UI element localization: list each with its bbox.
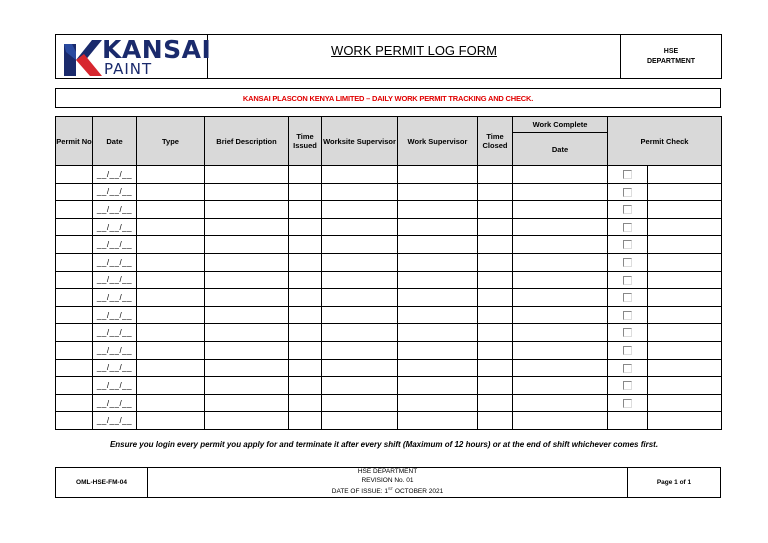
table-cell[interactable] xyxy=(289,341,322,359)
col-permit-no: Permit No xyxy=(56,117,93,166)
permit-checkbox[interactable] xyxy=(623,258,632,267)
table-cell[interactable] xyxy=(137,412,205,430)
table-cell[interactable] xyxy=(513,412,608,430)
table-cell[interactable] xyxy=(137,253,205,271)
table-row xyxy=(56,394,722,412)
table-cell[interactable] xyxy=(289,271,322,289)
permit-checkbox[interactable] xyxy=(623,188,632,197)
table-cell[interactable] xyxy=(137,377,205,395)
permit-check-notes-cell[interactable] xyxy=(648,201,722,219)
permit-check-cell[interactable] xyxy=(608,183,648,201)
table-cell[interactable] xyxy=(137,306,205,324)
date-cell[interactable] xyxy=(93,324,137,342)
table-cell[interactable] xyxy=(513,377,608,395)
table-row xyxy=(56,412,722,430)
table-cell[interactable] xyxy=(289,183,322,201)
table-cell[interactable] xyxy=(513,253,608,271)
page-number: Page 1 of 1 xyxy=(656,479,692,486)
table-cell[interactable] xyxy=(137,341,205,359)
table-cell[interactable] xyxy=(513,218,608,236)
table-cell[interactable] xyxy=(478,201,513,219)
table-cell[interactable] xyxy=(289,236,322,254)
permit-checkbox[interactable] xyxy=(623,170,632,179)
table-cell[interactable] xyxy=(322,201,398,219)
date-placeholder: __/__/__ xyxy=(96,240,133,250)
table-cell[interactable] xyxy=(398,306,478,324)
permit-check-cell[interactable] xyxy=(608,271,648,289)
table-cell[interactable] xyxy=(56,218,93,236)
col-date: Date xyxy=(93,117,137,166)
issue-date: DATE OF ISSUE: 1ST OCTOBER 2021 xyxy=(331,486,444,496)
company-logo xyxy=(56,35,212,78)
table-cell[interactable] xyxy=(137,201,205,219)
dept-line2: DEPARTMENT xyxy=(646,57,696,65)
table-cell[interactable] xyxy=(398,341,478,359)
table-cell[interactable] xyxy=(478,324,513,342)
date-cell[interactable] xyxy=(93,201,137,219)
col-time-issued: Time Issued xyxy=(289,117,322,166)
table-cell[interactable] xyxy=(56,324,93,342)
table-cell[interactable] xyxy=(513,289,608,307)
table-cell[interactable] xyxy=(289,218,322,236)
table-cell[interactable] xyxy=(513,166,608,184)
table-row xyxy=(56,324,722,342)
table-cell[interactable] xyxy=(513,341,608,359)
revision-dept: HSE DEPARTMENT xyxy=(357,468,418,476)
table-cell[interactable] xyxy=(398,253,478,271)
permit-checkbox[interactable] xyxy=(623,205,632,214)
table-cell[interactable] xyxy=(205,324,289,342)
form-title: WORK PERMIT LOG FORM xyxy=(331,43,497,58)
date-cell[interactable] xyxy=(93,253,137,271)
table-cell[interactable] xyxy=(513,306,608,324)
table-cell[interactable] xyxy=(137,183,205,201)
table-cell[interactable] xyxy=(137,218,205,236)
permit-check-notes-cell[interactable] xyxy=(648,271,722,289)
table-cell[interactable] xyxy=(289,412,322,430)
permit-check-cell[interactable] xyxy=(608,236,648,254)
table-cell[interactable] xyxy=(56,253,93,271)
date-cell[interactable] xyxy=(93,377,137,395)
table-cell[interactable] xyxy=(56,289,93,307)
table-cell[interactable] xyxy=(322,166,398,184)
table-cell[interactable] xyxy=(398,377,478,395)
permit-checkbox[interactable] xyxy=(623,399,632,408)
date-placeholder: __/__/__ xyxy=(96,222,133,232)
permit-check-cell[interactable] xyxy=(608,412,648,430)
table-cell[interactable] xyxy=(322,218,398,236)
table-cell[interactable] xyxy=(398,394,478,412)
table-cell[interactable] xyxy=(56,394,93,412)
date-placeholder: __/__/__ xyxy=(96,292,133,302)
table-cell[interactable] xyxy=(478,166,513,184)
permit-checkbox[interactable] xyxy=(623,381,632,390)
table-cell[interactable] xyxy=(398,218,478,236)
table-cell[interactable] xyxy=(205,183,289,201)
permit-check-notes-cell[interactable] xyxy=(648,166,722,184)
table-row xyxy=(56,306,722,324)
date-placeholder: __/__/__ xyxy=(96,328,133,338)
permit-check-cell[interactable] xyxy=(608,359,648,377)
table-row xyxy=(56,218,722,236)
table-cell[interactable] xyxy=(322,306,398,324)
permit-check-notes-cell[interactable] xyxy=(648,394,722,412)
table-cell[interactable] xyxy=(289,377,322,395)
permit-check-cell[interactable] xyxy=(608,341,648,359)
table-cell[interactable] xyxy=(56,201,93,219)
table-cell[interactable] xyxy=(289,324,322,342)
document-control xyxy=(55,467,721,498)
table-cell[interactable] xyxy=(205,166,289,184)
kansai-logo-icon xyxy=(62,38,102,78)
table-cell[interactable] xyxy=(322,236,398,254)
table-cell[interactable] xyxy=(137,271,205,289)
permit-check-cell[interactable] xyxy=(608,201,648,219)
table-cell[interactable] xyxy=(289,253,322,271)
table-row xyxy=(56,201,722,219)
table-cell[interactable] xyxy=(56,377,93,395)
table-cell[interactable] xyxy=(478,271,513,289)
table-row xyxy=(56,166,722,184)
date-cell[interactable] xyxy=(93,236,137,254)
col-work-supervisor: Work Supervisor xyxy=(398,117,478,166)
permit-check-notes-cell[interactable] xyxy=(648,289,722,307)
table-cell[interactable] xyxy=(322,289,398,307)
date-cell[interactable] xyxy=(93,289,137,307)
table-row xyxy=(56,236,722,254)
date-placeholder: __/__/__ xyxy=(96,310,133,320)
table-cell[interactable] xyxy=(289,166,322,184)
col-brief-description: Brief Description xyxy=(205,117,289,166)
permit-checkbox[interactable] xyxy=(623,328,632,337)
table-cell[interactable] xyxy=(322,271,398,289)
permit-check-notes-cell[interactable] xyxy=(648,253,722,271)
permit-check-notes-cell[interactable] xyxy=(648,341,722,359)
permit-log-body xyxy=(56,166,722,430)
table-cell[interactable] xyxy=(56,306,93,324)
permit-check-cell[interactable] xyxy=(608,166,648,184)
table-cell[interactable] xyxy=(478,412,513,430)
date-cell[interactable] xyxy=(93,341,137,359)
table-cell[interactable] xyxy=(398,289,478,307)
table-cell[interactable] xyxy=(398,359,478,377)
table-cell[interactable] xyxy=(289,201,322,219)
table-cell[interactable] xyxy=(322,183,398,201)
date-placeholder: __/__/__ xyxy=(96,187,133,197)
table-cell[interactable] xyxy=(289,394,322,412)
table-cell[interactable] xyxy=(478,183,513,201)
table-cell[interactable] xyxy=(322,394,398,412)
table-cell[interactable] xyxy=(137,394,205,412)
table-cell[interactable] xyxy=(513,359,608,377)
revision-number: REVISION No. 01 xyxy=(361,476,414,484)
permit-checkbox[interactable] xyxy=(623,293,632,302)
instruction-note: Ensure you login every permit you apply for and terminate it after every shift (Maximum of 12 hours) or at the end of shift whichever comes first. xyxy=(109,440,659,449)
permit-checkbox[interactable] xyxy=(623,223,632,232)
table-cell[interactable] xyxy=(289,289,322,307)
date-cell[interactable] xyxy=(93,394,137,412)
table-cell[interactable] xyxy=(322,253,398,271)
table-cell[interactable] xyxy=(513,236,608,254)
date-placeholder: __/__/__ xyxy=(96,363,133,373)
table-cell[interactable] xyxy=(513,394,608,412)
permit-checkbox[interactable] xyxy=(623,311,632,320)
form-title-cell xyxy=(208,35,621,78)
permit-log-table xyxy=(55,116,722,430)
table-cell[interactable] xyxy=(205,271,289,289)
table-cell[interactable] xyxy=(322,377,398,395)
table-cell[interactable] xyxy=(205,236,289,254)
date-placeholder: __/__/__ xyxy=(96,380,133,390)
table-cell[interactable] xyxy=(56,412,93,430)
permit-check-notes-cell[interactable] xyxy=(648,236,722,254)
date-placeholder: __/__/__ xyxy=(96,398,133,408)
col-permit-check: Permit Check xyxy=(608,117,722,166)
table-cell[interactable] xyxy=(398,271,478,289)
permit-check-notes-cell[interactable] xyxy=(648,218,722,236)
table-cell[interactable] xyxy=(205,341,289,359)
date-placeholder: __/__/__ xyxy=(96,345,133,355)
permit-check-notes-cell[interactable] xyxy=(648,183,722,201)
col-type: Type xyxy=(137,117,205,166)
table-cell[interactable] xyxy=(56,359,93,377)
table-cell[interactable] xyxy=(398,201,478,219)
table-cell[interactable] xyxy=(478,218,513,236)
permit-check-cell[interactable] xyxy=(608,306,648,324)
table-cell[interactable] xyxy=(137,324,205,342)
table-cell[interactable] xyxy=(322,324,398,342)
permit-checkbox[interactable] xyxy=(623,240,632,249)
department-cell xyxy=(621,35,721,78)
dept-line1: HSE xyxy=(663,47,679,55)
table-cell[interactable] xyxy=(137,359,205,377)
table-cell[interactable] xyxy=(205,218,289,236)
table-cell[interactable] xyxy=(205,359,289,377)
table-cell[interactable] xyxy=(289,306,322,324)
col-work-complete: Work Complete xyxy=(513,117,608,133)
table-cell[interactable] xyxy=(478,359,513,377)
permit-checkbox[interactable] xyxy=(623,346,632,355)
table-cell[interactable] xyxy=(56,236,93,254)
table-row xyxy=(56,377,722,395)
form-code: OML-HSE-FM-04 xyxy=(56,468,148,497)
table-cell[interactable] xyxy=(205,377,289,395)
date-cell[interactable] xyxy=(93,218,137,236)
permit-check-notes-cell[interactable] xyxy=(648,324,722,342)
table-cell[interactable] xyxy=(289,359,322,377)
date-placeholder: __/__/__ xyxy=(96,204,133,214)
permit-check-cell[interactable] xyxy=(608,253,648,271)
company-banner xyxy=(55,88,721,108)
permit-check-notes-cell[interactable] xyxy=(648,306,722,324)
table-row xyxy=(56,341,722,359)
date-placeholder: __/__/__ xyxy=(96,169,133,179)
table-cell[interactable] xyxy=(478,236,513,254)
table-cell[interactable] xyxy=(322,412,398,430)
date-cell[interactable] xyxy=(93,412,137,430)
date-cell[interactable] xyxy=(93,271,137,289)
table-cell[interactable] xyxy=(398,236,478,254)
date-cell[interactable] xyxy=(93,306,137,324)
table-cell[interactable] xyxy=(478,341,513,359)
table-row xyxy=(56,253,722,271)
revision-info xyxy=(148,468,628,497)
col-worksite-supervisor: Worksite Supervisor xyxy=(322,117,398,166)
table-row xyxy=(56,289,722,307)
table-cell[interactable] xyxy=(513,271,608,289)
table-cell[interactable] xyxy=(478,306,513,324)
table-cell[interactable] xyxy=(137,236,205,254)
table-cell[interactable] xyxy=(56,341,93,359)
table-cell[interactable] xyxy=(513,324,608,342)
permit-check-cell[interactable] xyxy=(608,289,648,307)
permit-checkbox[interactable] xyxy=(623,364,632,373)
form-header xyxy=(55,34,722,79)
table-cell[interactable] xyxy=(205,253,289,271)
date-cell[interactable] xyxy=(93,166,137,184)
table-cell[interactable] xyxy=(205,394,289,412)
table-cell[interactable] xyxy=(56,183,93,201)
date-placeholder: __/__/__ xyxy=(96,275,133,285)
table-cell[interactable] xyxy=(398,166,478,184)
permit-check-cell[interactable] xyxy=(608,324,648,342)
table-cell[interactable] xyxy=(205,201,289,219)
col-work-complete-date: Date xyxy=(513,133,608,166)
permit-check-cell[interactable] xyxy=(608,377,648,395)
permit-check-cell[interactable] xyxy=(608,394,648,412)
permit-check-notes-cell[interactable] xyxy=(648,377,722,395)
table-cell[interactable] xyxy=(322,359,398,377)
table-cell[interactable] xyxy=(205,306,289,324)
table-cell[interactable] xyxy=(137,289,205,307)
table-cell[interactable] xyxy=(398,183,478,201)
table-cell[interactable] xyxy=(398,324,478,342)
logo-brand-text: KANSAI xyxy=(102,35,212,64)
table-cell[interactable] xyxy=(478,289,513,307)
permit-check-notes-cell[interactable] xyxy=(648,359,722,377)
permit-check-cell[interactable] xyxy=(608,218,648,236)
table-row xyxy=(56,183,722,201)
table-cell[interactable] xyxy=(322,341,398,359)
table-cell[interactable] xyxy=(137,166,205,184)
table-cell[interactable] xyxy=(478,253,513,271)
date-placeholder: __/__/__ xyxy=(96,257,133,267)
date-cell[interactable] xyxy=(93,359,137,377)
table-cell[interactable] xyxy=(205,289,289,307)
table-row xyxy=(56,271,722,289)
table-row xyxy=(56,359,722,377)
table-cell[interactable] xyxy=(478,377,513,395)
table-cell[interactable] xyxy=(478,394,513,412)
logo-sub-text: PAINT xyxy=(104,60,153,78)
permit-checkbox[interactable] xyxy=(623,276,632,285)
table-cell[interactable] xyxy=(398,412,478,430)
table-cell[interactable] xyxy=(56,166,93,184)
table-cell[interactable] xyxy=(56,271,93,289)
col-time-closed: Time Closed xyxy=(478,117,513,166)
date-cell[interactable] xyxy=(93,183,137,201)
company-title: KANSAI PLASCON KENYA LIMITED – DAILY WORK PERMIT TRACKING AND CHECK. xyxy=(242,93,534,103)
permit-check-notes-cell[interactable] xyxy=(648,412,722,430)
table-cell[interactable] xyxy=(205,412,289,430)
table-cell[interactable] xyxy=(513,183,608,201)
date-placeholder: __/__/__ xyxy=(96,416,133,426)
table-cell[interactable] xyxy=(513,201,608,219)
